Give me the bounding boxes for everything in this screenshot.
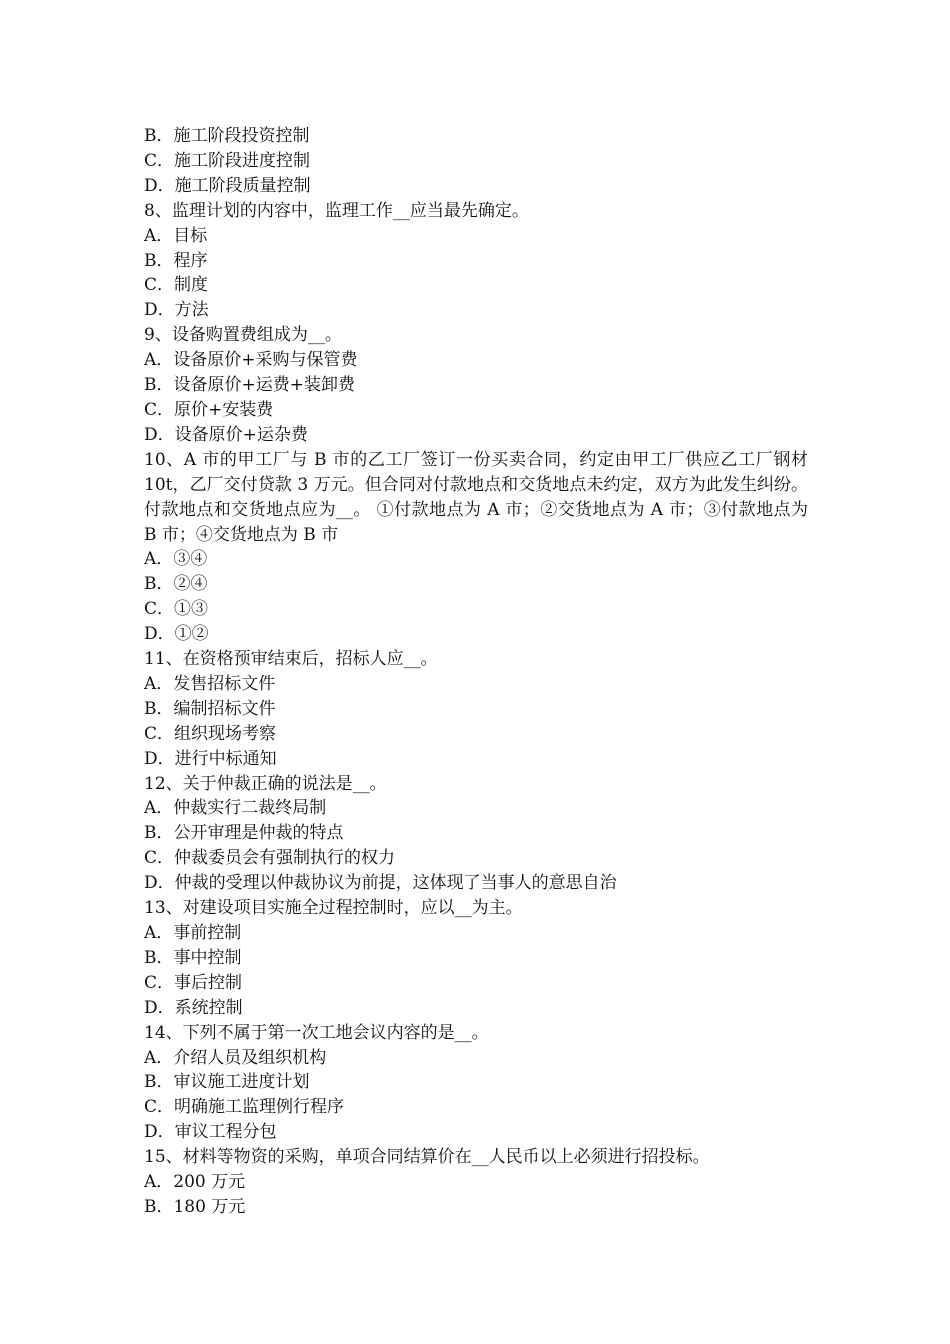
option-line: D．进行中标通知 — [144, 748, 277, 769]
option-line: A．事前控制 — [144, 923, 242, 943]
option-line: C．仲裁委员会有强制执行的权力 — [144, 848, 396, 869]
option-line: B．编制招标文件 — [144, 698, 276, 719]
question-12: 12、关于仲裁正确的说法是__。 — [144, 773, 387, 794]
option-line: B．事中控制 — [144, 947, 242, 968]
option-line: B．设备原价+运费+装卸费 — [144, 375, 355, 396]
document-body — [144, 124, 808, 1220]
option-line: C．制度 — [144, 275, 209, 296]
option-line: D．设备原价+运杂费 — [144, 424, 308, 445]
option-line: A．目标 — [144, 225, 208, 246]
option-line: B．180 万元 — [144, 1196, 246, 1217]
option-line: B．施工阶段投资控制 — [144, 126, 310, 146]
option-line: A．200 万元 — [144, 1172, 246, 1193]
option-line: D．仲裁的受理以仲裁协议为前提，这体现了当事人的意思自治 — [144, 873, 617, 894]
option-line: A．③④ — [144, 549, 208, 570]
question-9: 9、设备购置费组成为__。 — [144, 325, 342, 346]
option-line: A．发售招标文件 — [144, 673, 276, 694]
question-11: 11、在资格预审结束后，招标人应__。 — [144, 649, 438, 670]
option-line: C．事后控制 — [144, 972, 243, 993]
option-line: C．明确施工监理例行程序 — [144, 1097, 345, 1118]
question-10: 10、A 市的甲工厂与 B 市的乙工厂签订一份买卖合同，约定由甲工厂供应乙工厂钢材 10t，乙厂交付贷款 3 万元。但合同对付款地点和交货地点未约定，双方为此发生纠纷。付款地点和交货地点应为__。 ①付款地点为 A 市；②交货地点为 A 市；③付款地点为 B 市；④交货地点为 B 市 — [144, 449, 808, 545]
option-line: A．仲裁实行二裁终局制 — [144, 798, 327, 819]
option-line: A．介绍人员及组织机构 — [144, 1047, 327, 1068]
option-line: D．方法 — [144, 300, 209, 321]
option-line: B．公开审理是仲裁的特点 — [144, 823, 344, 844]
question-8: 8、监理计划的内容中，监理工作__应当最先确定。 — [144, 200, 529, 221]
question-13: 13、对建设项目实施全过程控制时，应以__为主。 — [144, 898, 523, 919]
option-line: B．②④ — [144, 574, 208, 595]
question-15: 15、材料等物资的采购，单项合同结算价在__人民币以上必须进行招投标。 — [144, 1147, 710, 1168]
option-line: C．①③ — [144, 599, 209, 620]
option-line: B．程序 — [144, 250, 208, 271]
option-line: A．设备原价+采购与保管费 — [144, 350, 358, 371]
option-line: C．施工阶段进度控制 — [144, 150, 311, 171]
option-line: D．施工阶段质量控制 — [144, 175, 311, 196]
option-line: D．①② — [144, 624, 209, 645]
option-line: D．系统控制 — [144, 997, 243, 1018]
question-14: 14、下列不属于第一次工地会议内容的是__。 — [144, 1022, 489, 1043]
option-line: D．审议工程分包 — [144, 1122, 277, 1143]
option-line: C．原价+安装费 — [144, 399, 274, 420]
option-line: C．组织现场考察 — [144, 723, 277, 744]
option-line: B．审议施工进度计划 — [144, 1072, 310, 1093]
